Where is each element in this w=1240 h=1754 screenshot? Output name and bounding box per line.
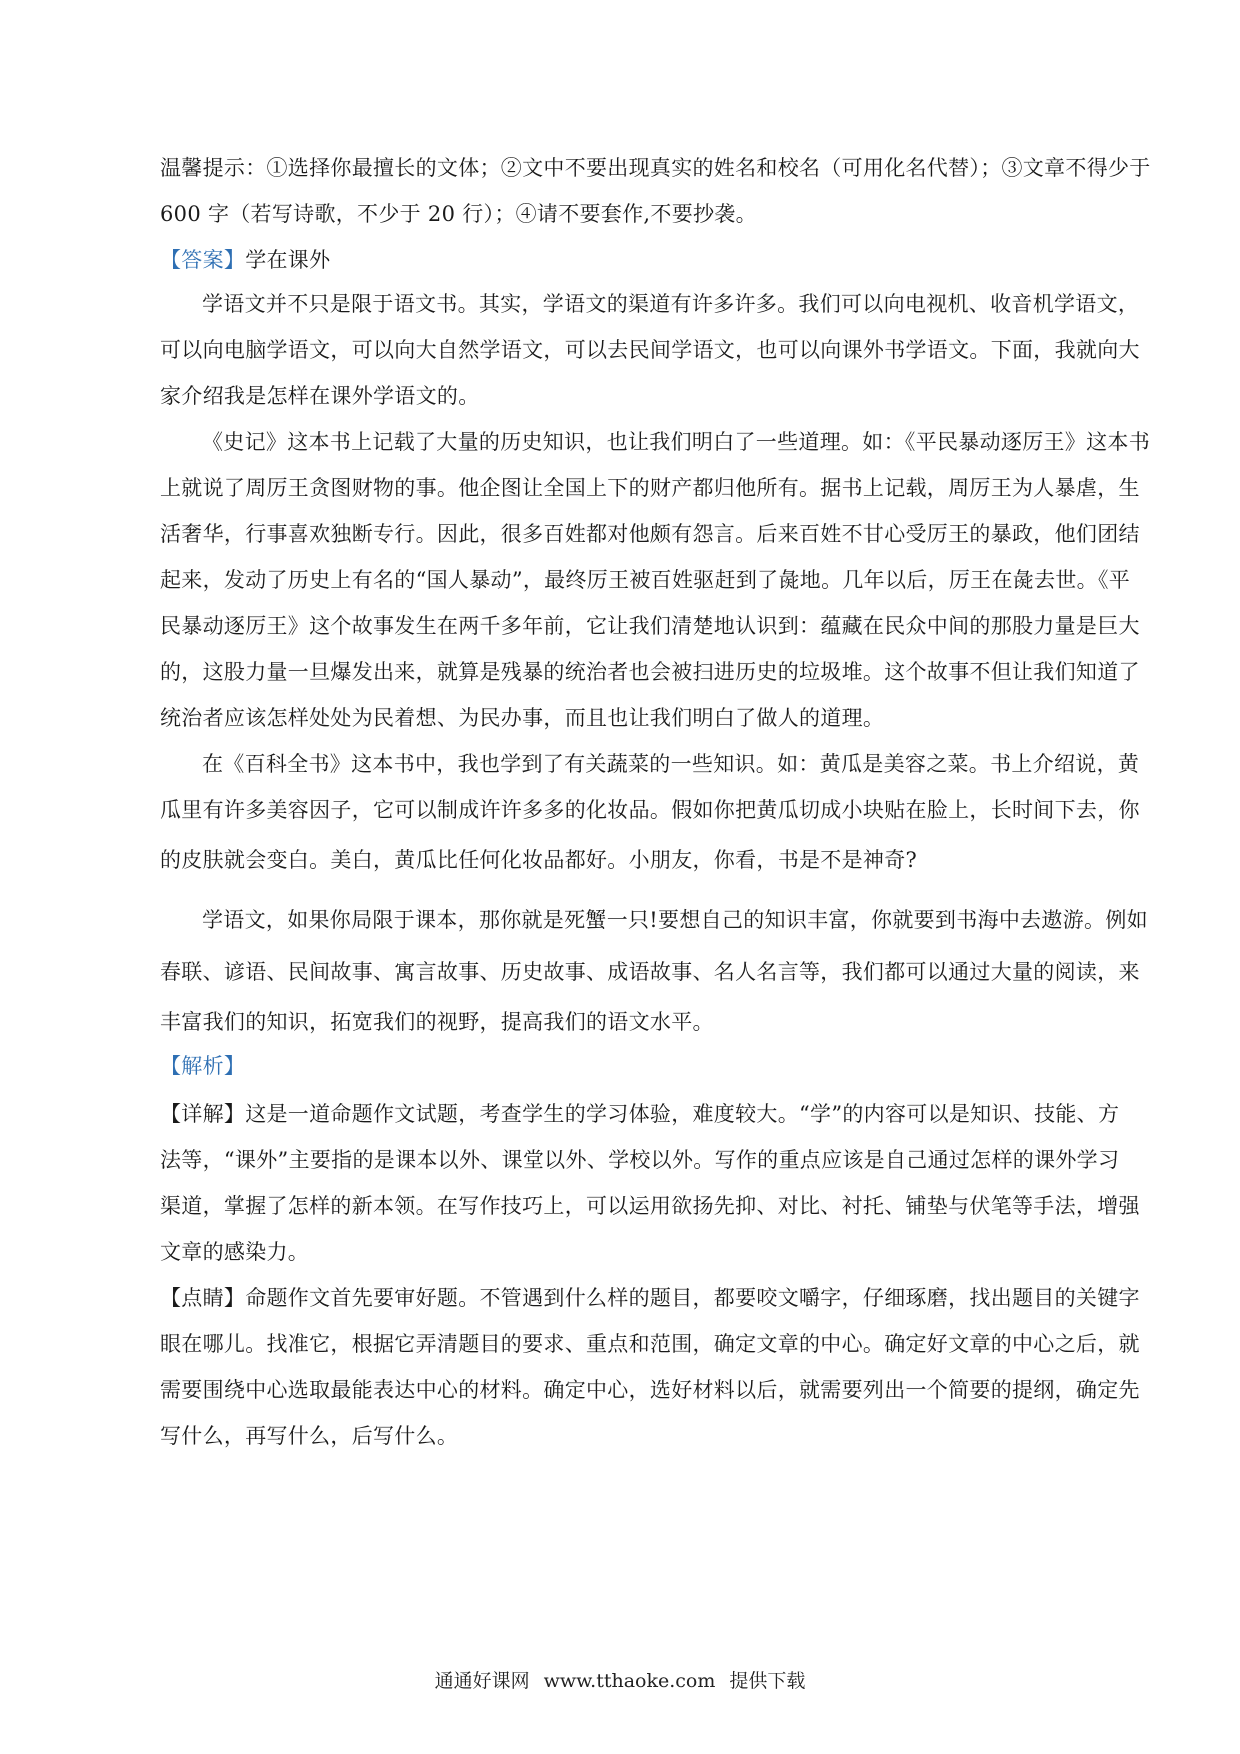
tip-line-2: 600 字（若写诗歌，不少于 20 行）；④请不要套作,不要抄袭。 (160, 202, 757, 226)
essay-p2-line-6: 的，这股力量一旦爆发出来，就算是残暴的统治者也会被扫进历史的垃圾堆。这个故事不但让我们知道了 (160, 660, 1140, 684)
page-footer (0, 1666, 1240, 1693)
detail-label: 【详解】 (160, 1102, 246, 1126)
detail-text-1: 这是一道命题作文试题，考查学生的学习体验，难度较大。“学”的内容可以是知识、技能、方 (245, 1102, 1120, 1126)
essay-p3-line-1: 在《百科全书》这本书中，我也学到了有关蔬菜的一些知识。如：黄瓜是美容之菜。书上介绍说，黄 (202, 752, 1140, 776)
essay-p2-line-7: 统治者应该怎样处处为民着想、为民办事，而且也让我们明白了做人的道理。 (160, 706, 885, 730)
essay-p2-line-1: 《史记》这本书上记载了大量的历史知识，也让我们明白了一些道理。如：《平民暴动逐厉王》这本书 (202, 430, 1150, 454)
essay-p2-line-2: 上就说了周厉王贪图财物的事。他企图让全国上下的财产都归他所有。据书上记载，周厉王为人暴虐，生 (160, 476, 1140, 500)
analysis-label: 【解析】 (160, 1054, 246, 1078)
essay-p1-line-3: 家介绍我是怎样在课外学语文的。 (160, 384, 480, 408)
point-line-4: 写什么，再写什么，后写什么。 (160, 1424, 459, 1448)
answer-heading (160, 250, 330, 271)
point-line-2: 眼在哪儿。找准它，根据它弄清题目的要求、重点和范围，确定文章的中心。确定好文章的中心之后，就 (160, 1332, 1140, 1356)
essay-p1-line-1: 学语文并不只是限于语文书。其实，学语文的渠道有许多许多。我们可以向电视机、收音机学语文， (202, 292, 1140, 316)
footer-site-name: 通通好课网 (434, 1670, 530, 1692)
essay-p1-line-2: 可以向电脑学语文，可以向大自然学语文，可以去民间学语文，也可以向课外书学语文。下面，我就向大 (160, 338, 1140, 362)
tip-line-1: 温馨提示：①选择你最擅长的文体；②文中不要出现真实的姓名和校名（可用化名代替）；③文章不得少于 (160, 156, 1151, 180)
detail-line-3: 渠道，掌握了怎样的新本领。在写作技巧上，可以运用欲扬先抑、对比、衬托、铺垫与伏笔等手法，增强 (160, 1194, 1140, 1218)
point-line-1 (160, 1288, 1140, 1309)
point-line-3: 需要围绕中心选取最能表达中心的材料。确定中心，选好材料以后，就需要列出一个简要的提纲，确定先 (160, 1378, 1140, 1402)
point-label: 【点睛】 (160, 1286, 246, 1310)
essay-p2-line-5: 民暴动逐厉王》这个故事发生在两千多年前，它让我们清楚地认识到：蕴藏在民众中间的那股力量是巨大 (160, 614, 1140, 638)
footer-suffix: 提供下载 (729, 1670, 806, 1692)
essay-p2-line-4: 起来，发动了历史上有名的“国人暴动”，最终厉王被百姓驱赶到了彘地。几年以后，厉王在彘去世。《平 (160, 568, 1131, 592)
answer-label: 【答案】 (160, 248, 246, 272)
footer-url[interactable]: www.tthaoke.com (543, 1670, 716, 1692)
essay-p2-line-3: 活奢华，行事喜欢独断专行。因此，很多百姓都对他颇有怨言。后来百姓不甘心受厉王的暴政，他们团结 (160, 522, 1140, 546)
point-text-1: 命题作文首先要审好题。不管遇到什么样的题目，都要咬文嚼字，仔细琢磨，找出题目的关键字 (245, 1286, 1140, 1310)
essay-p3-line-3: 的皮肤就会变白。美白，黄瓜比任何化妆品都好。小朋友，你看，书是不是神奇? (160, 848, 918, 872)
essay-p4-line-3: 丰富我们的知识，拓宽我们的视野，提高我们的语文水平。 (160, 1010, 714, 1034)
detail-line-4: 文章的感染力。 (160, 1240, 310, 1264)
detail-line-2: 法等，“课外”主要指的是课本以外、课堂以外、学校以外。写作的重点应该是自己通过怎样的课外学习 (160, 1148, 1120, 1172)
detail-line-1 (160, 1104, 1119, 1125)
essay-p4-line-2: 春联、谚语、民间故事、寓言故事、历史故事、成语故事、名人名言等，我们都可以通过大量的阅读，来 (160, 960, 1140, 984)
answer-title: 学在课外 (245, 248, 331, 272)
essay-p3-line-2: 瓜里有许多美容因子，它可以制成许许多多的化妆品。假如你把黄瓜切成小块贴在脸上，长时间下去，你 (160, 798, 1140, 822)
essay-p4-line-1: 学语文，如果你局限于课本，那你就是死蟹一只!要想自己的知识丰富，你就要到书海中去遨游。例如 (202, 908, 1148, 932)
